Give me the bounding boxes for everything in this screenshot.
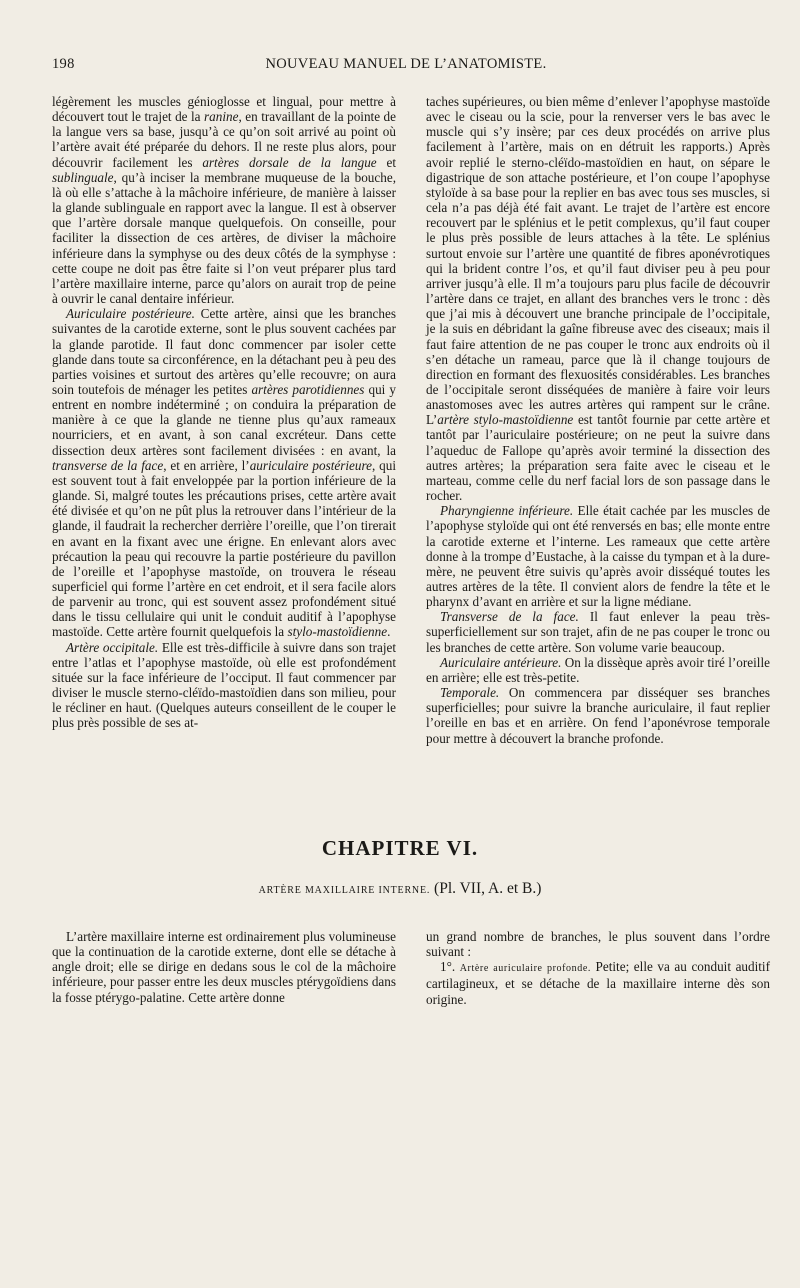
right-column xyxy=(426,94,770,794)
text-run: Cette artère, ainsi que les branches suivantes de la carotide externe, sont le plus souvent cachées par la glande parotide. Il faut donc commencer par isoler cette glande dans toute sa circonférence, en la détachant peu à peu des parties voisines et surtout des artères qu’elle recouvre; on aura soin toutefois de ménager les petites xyxy=(52,306,396,397)
italic-term: Transverse de la face. xyxy=(440,609,579,625)
italic-term: ranine xyxy=(204,109,239,125)
paragraph xyxy=(426,929,770,959)
chapter-subtitle xyxy=(0,880,800,898)
italic-term: stylo-mastoïdienne xyxy=(287,624,388,640)
text-run: Il faut enlever la peau très-superficiellement sur son trajet, afin de ne pas couper le tronc ou les branches de cette artère. Son volume varie beaucoup. xyxy=(426,609,770,655)
italic-term: auriculaire postérieure xyxy=(249,457,372,473)
italic-term: sublinguale xyxy=(52,169,114,185)
page-number: 198 xyxy=(52,56,75,72)
text-run: Petite; elle va au conduit auditif cartilagineux, et se détache de la maxillaire interne dès son origine. xyxy=(426,959,770,1007)
text-run: est tantôt fournie par cette artère et tantôt par l’auriculaire postérieure; on ne peut la suivre dans l’aqueduc de Fallope qu’après avoir terminé la dissection des autres artères; la préparation sera faite avec le ciseau et le marteau, comme celle du nerf facial lors de son passage dans le rocher. xyxy=(426,412,770,504)
chapter-title: CHAPITRE VI. xyxy=(321,836,479,860)
paragraph xyxy=(52,94,396,306)
left-column xyxy=(52,94,396,794)
paragraph xyxy=(426,685,770,746)
italic-term: transverse de la face xyxy=(52,457,164,473)
text-run: , qu’à inciser la membrane muqueuse de la bouche, là où elle s’attache à la mâchoire inférieure, de manière à laisser la glande sublinguale en rapport avec la langue. Il est à observer que l’artère dorsale manque quelquefois. On conseille, pour faciliter la dissection de ces artères, de diviser la mâchoire inférieure dans la symphyse ou des deux côtés de la symphyse : cette coupe ne doit pas être faite si l’on veut préparer plus tard l’artère maxillaire interne, parce qu’alors on aurait trop de peine à ouvrir le canal dentaire inférieur. xyxy=(52,169,396,307)
italic-term: Pharyngienne inférieure. xyxy=(440,503,574,519)
text-run: , et en arrière, l’ xyxy=(163,457,250,473)
italic-term: artère stylo-mastoïdienne xyxy=(437,412,574,428)
chapter-left-column xyxy=(52,929,396,1039)
italic-term: artères parotidiennes xyxy=(251,381,365,397)
text-run: Elle était cachée par les muscles de l’apophyse styloïde qui ont été renversés en bas; elle monte entre la carotide externe et l’interne. Les rameaux que cette artère donne à la trompe d’Eustache, à la caisse du tympan et à la dure-mère, ne peuvent être suivis qu’après avoir disséqué toutes les autres artères de la tête. Il convient alors de fendre la tête et le pharynx d’avant en arrière et sur la ligne médiane. xyxy=(426,503,770,610)
paragraph xyxy=(426,94,770,503)
paragraph xyxy=(426,503,770,609)
text-run: un grand nombre de branches, le plus souvent dans l’ordre suivant : xyxy=(426,929,770,960)
plate-reference: (Pl. VII, A. et B.) xyxy=(434,880,542,897)
italic-term: Artère occipitale. xyxy=(66,639,159,655)
smallcaps-heading: Artère auriculaire profonde. xyxy=(459,963,591,975)
italic-term: artères dorsale de la langue xyxy=(202,154,377,170)
text-run: . xyxy=(387,624,391,640)
italic-term: Temporale. xyxy=(440,685,500,701)
running-title: NOUVEAU MANUEL DE L’ANATOMISTE. xyxy=(265,56,547,72)
chapter-right-column xyxy=(426,929,770,1039)
text-run: On la dissèque après avoir tiré l’oreille en arrière; elle est très-petite. xyxy=(426,654,770,685)
paragraph xyxy=(426,959,770,1006)
text-run: , en travaillant de la pointe de la langue vers sa base, jusqu’à ce qu’on soit arrivé au point où l’artère avait été préparée du dehors. Il ne reste plus alors, pour découvrir facilement les xyxy=(52,109,396,170)
two-column-body xyxy=(52,94,770,794)
paragraph xyxy=(426,655,770,685)
text-run: 1°. xyxy=(440,959,460,975)
italic-term: Auriculaire postérieure. xyxy=(66,306,195,322)
text-run: taches supérieures, ou bien même d’enlever l’apophyse mastoïde avec le ciseau ou la scie, pour la renverser vers le bas avec le muscle qui s’y insère; par ces deux procédés on arrive plus facilement à l’artère, mais on en détruit les rapports.) Après avoir replié le sterno-cléïdo-mastoïdien en haut, on sépare le digastrique de son attache postérieure, et l’on coupe l’apophyse styloïde à sa base pour la replier en bas avec tous ses muscles, si cela n’a pas déjà été fait avant. Le trajet de l’artère est encore recouvert par le splénius et le petit complexus, qu’il faut couper le plus près possible de leurs attaches à la tête. Le splénius surtout envoie sur l’artère une quantité de fibres aponévrotiques qui la brident contre l’os, et qu’il faut diviser peu à peu pour arriver jusqu’à elle. Il m’a toujours paru plus facile de découvrir l’artère dans ce trajet, en allant des branches vers le tronc : dès que j’ai mis à découvert une branche principale de l’occipitale, je la suis en débridant la gaîne fibreuse avec des ciseaux; mais il faut faire attention de ne pas couper le tronc aux endroits où il s’en détache un rameau, parce que là il change toujours de direction en formant des flexuosités considérables. Les branches de l’occipitale seront disséquées de manière à faire voir leurs anastomoses avec les autres artères qui rampent sur le crâne. L’ xyxy=(426,94,770,428)
text-run: On commencera par disséquer ses branches superficielles; pour suivre la branche auriculaire, il faut replier l’oreille en bas et en arrière. On fend l’aponévrose temporale pour mettre à découvert la branche profonde. xyxy=(426,685,770,746)
text-run: L’artère maxillaire interne est ordinairement plus volumineuse que la continuation de la carotide externe, dont elle se détache à angle droit; elle se dirige en dedans sous le col de la mâchoire inférieure, pour passer entre les deux muscles ptérygoïdiens dans la fosse ptérygo-palatine. Cette artère donne xyxy=(52,929,396,1005)
text-run: , qui est souvent tout à fait enveloppée par la portion inférieure de la glande. Si, malgré toutes les précautions prises, cette artère avait été divisée et qu’on ne pût plus la retrouver dans l’intérieur de la glande, il faudrait la rechercher derrière l’oreille, que l’on tirerait en avant en la fixant avec une érigne. En enlevant alors avec précaution la peau qui recouvre la partie postérieure du pavillon de l’oreille et l’apophyse mastoïde, on trouvera le réseau superficiel qui forme l’artère en cet endroit, et il sera facile alors de parvenir au tronc, qui est souvent assez profondément situé dans le tissu cellulaire qui unit le conduit auditif à l’apophyse mastoïde. Cette artère fournit quelquefois la xyxy=(52,457,396,640)
text-run: légèrement les muscles génioglosse et lingual, pour mettre à découvert tout le trajet de la xyxy=(52,94,396,125)
page-header xyxy=(52,56,760,80)
italic-term: Auriculaire antérieure. xyxy=(440,654,562,670)
text-run: et xyxy=(376,154,396,170)
subtitle-smallcaps: ARTÈRE MAXILLAIRE INTERNE. xyxy=(258,885,431,896)
text-run: qui y entrent en nombre indéterminé ; on conduira la préparation de manière à ce que la glande ne tienne plus qu’aux rameaux nourriciers, et en avant, à son canal excréteur. Dans cette dissection deux artères sont facilement divisées : en avant, la xyxy=(52,381,396,458)
paragraph xyxy=(52,306,396,639)
paragraph xyxy=(52,640,396,731)
text-run: Elle est très-difficile à suivre dans son trajet entre l’atlas et l’apophyse mastoïde, où elle est profondément située sur la face inférieure de l’occiput. Il faut commencer par diviser le muscle sterno-cléïdo-mastoïdien dans son milieu, pour le récliner en haut. (Quelques auteurs conseillent de le couper le plus près possible de ses at- xyxy=(52,639,397,731)
chapter-body xyxy=(52,929,770,1039)
paragraph xyxy=(426,609,770,654)
paragraph xyxy=(52,929,396,1005)
